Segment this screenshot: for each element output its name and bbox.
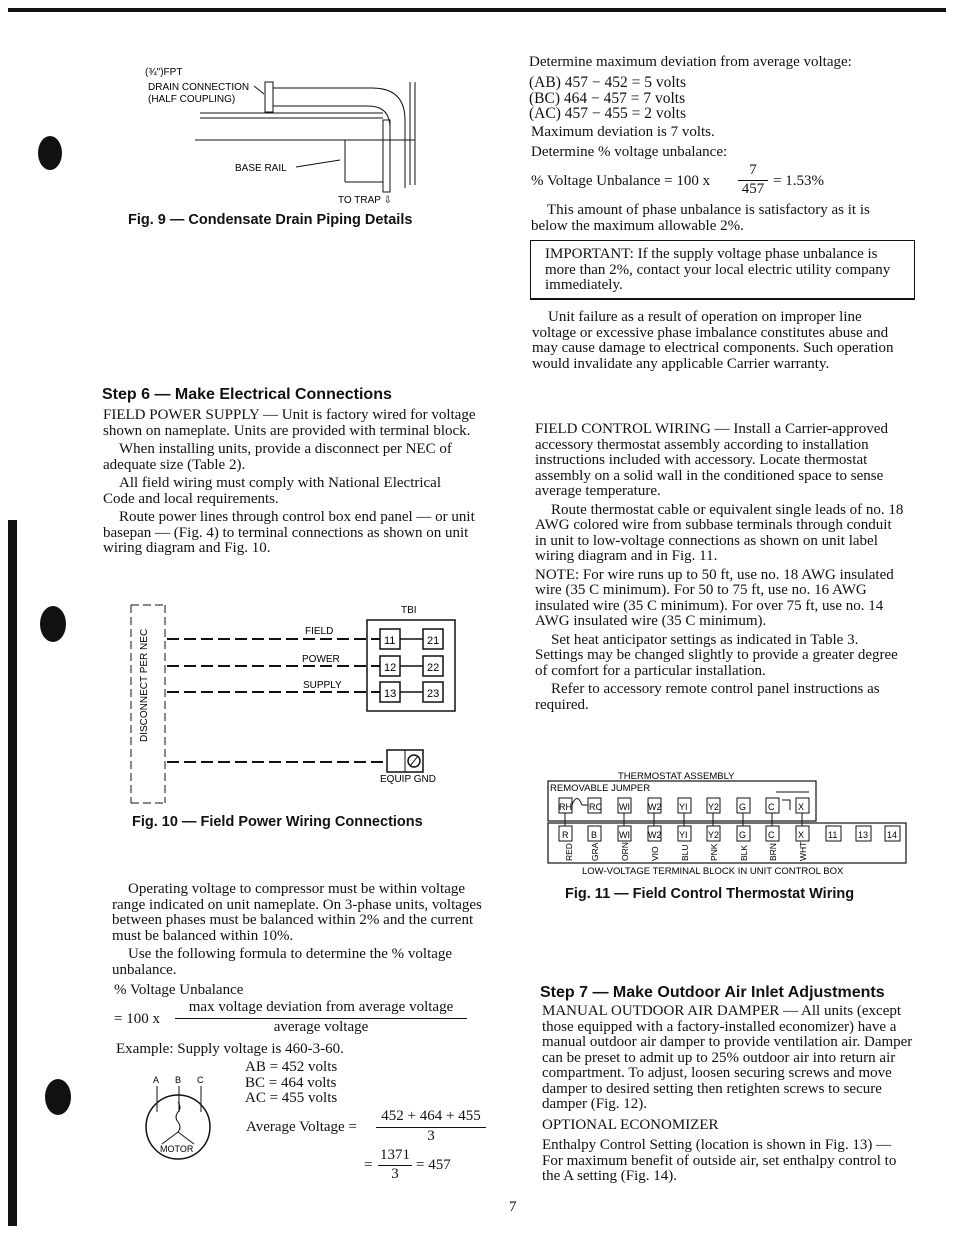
important-notice: IMPORTANT: If the supply voltage phase unbalance is more than 2%, contact your local electric utility company immediately. [545, 246, 891, 293]
deviation-ac: (AC) 457 − 455 = 2 volts [529, 105, 686, 122]
satisfactory-paragraph: This amount of phase unbalance is satisfactory as it is below the maximum allowable 2%. [531, 202, 870, 234]
field-control-lead: FIELD CONTROL WIRING [535, 421, 711, 437]
fig9-fpt-label: (¾")FPT [145, 67, 183, 78]
tb-terminal-22: 22 [427, 662, 440, 674]
binding-bar [8, 520, 17, 1226]
top-rule [8, 8, 946, 12]
block-terminal-g: G [739, 830, 747, 840]
page-number: 7 [509, 1199, 517, 1215]
fig9-base-rail-label: BASE RAIL [235, 163, 287, 174]
top-terminal-x: X [798, 802, 805, 812]
step6-intro-text [103, 408, 476, 557]
voltage-text [112, 882, 485, 978]
field-control-paragraph: — Install a Carrier-approved accessory thermostat assembly according to installation instructions included with accessory. Locate thermostat assembly on a solid wall in the conditioned space to sense average temperature. [535, 421, 888, 499]
block-terminal-y2: Y2 [708, 830, 720, 840]
unbalance-result: = 1.53% [773, 173, 824, 189]
enthalpy-paragraph: Enthalpy Control Setting (location is shown in Fig. 13) — For maximum benefit of outside air, set enthalpy control to the A setting (Fig. 14). [542, 1137, 897, 1184]
reading-ab: AB = 452 volts [245, 1059, 338, 1075]
fig11-block-label: LOW-VOLTAGE TERMINAL BLOCK IN UNIT CONTROL BOX [582, 866, 844, 877]
avg-voltage-label: Average Voltage = [246, 1119, 357, 1135]
manual-damper-paragraph: — All units (except those equipped with a factory-installed economizer) have a manual outdoor air damper to provide ventilation air. Damper can be preset to admit up to 25% outdoor air into return air compartment. To adjust, loosen securing screws and move damper to desired setting then retighten screws to secure damper (Fig. 12). [542, 1003, 913, 1112]
determine-unbalance: Determine % voltage unbalance: [531, 144, 728, 160]
step6-heading: Step 6 — Make Electrical Connections [102, 386, 392, 403]
fig10-field-label: FIELD [305, 626, 334, 637]
unbalance-label: % Voltage Unbalance = 100 x [531, 173, 711, 189]
fig11-jumper-label: REMOVABLE JUMPER [550, 783, 651, 794]
wire-color-gra: GRA [590, 842, 600, 861]
block-terminal-b: B [591, 830, 598, 840]
operating-voltage-paragraph: Operating voltage to compressor must be within voltage range indicated on unit nameplate. On 3-phase units, voltages between phases must be balanced within 2% and the current must be balanced within 10%. [112, 881, 482, 944]
wire-color-blk: BLK [739, 844, 749, 861]
fig10-power-label: POWER [302, 654, 340, 665]
top-terminal-y1: YI [679, 802, 688, 812]
punch-hole [40, 606, 66, 642]
manual-damper-lead: MANUAL OUTDOOR AIR DAMPER [542, 1003, 780, 1019]
tb-terminal-23: 23 [427, 688, 440, 700]
important-box [530, 240, 915, 300]
formula-prefix: = 100 x [114, 1011, 160, 1027]
voltage-readings [245, 1060, 337, 1107]
motor-label: MOTOR [160, 1144, 194, 1154]
formula-intro-paragraph: Use the following formula to determine the % voltage unbalance. [112, 946, 453, 978]
top-terminal-rc: RC [589, 802, 602, 812]
failure-paragraph: Unit failure as a result of operation on improper line voltage or excessive phase imbalance constitutes abuse and may cause damage to electrical components. Such operation would invalidate any applicable Carrier warranty. [532, 309, 894, 372]
block-terminal-y1: YI [679, 830, 688, 840]
fig9-drain-diagram [140, 60, 440, 210]
top-terminal-w1: WI [619, 802, 630, 812]
phase-b-label: B [175, 1075, 182, 1085]
top-terminal-g: G [739, 802, 747, 812]
tb-terminal-12: 12 [384, 662, 397, 674]
avg2-numerator: 1371 [380, 1147, 410, 1163]
step7-text [542, 1004, 914, 1185]
top-terminal-c: C [768, 802, 775, 812]
fig10-caption: Fig. 10 — Field Power Wiring Connections [132, 814, 423, 830]
block-terminal-c: C [768, 830, 775, 840]
fig10-ground-label: EQUIP GND [380, 774, 436, 785]
route-thermostat-paragraph: Route thermostat cable or equivalent single leads of no. 18 AWG colored wire from subbase terminals through conduit in unit to low-voltage connections as shown on unit label wiring diagram and in Fig. 11. [535, 501, 904, 564]
avg-numerator: 452 + 464 + 455 [381, 1108, 481, 1124]
block-terminal-14: 14 [887, 830, 898, 840]
wire-color-orn: ORN [620, 842, 630, 861]
avg2-equals: = [364, 1157, 373, 1173]
route-power-paragraph: Route power lines through control box end panel — or unit basepan — (Fig. 4) to terminal connections as shown on unit wiring diagram and Fig. 10. [103, 509, 475, 556]
wire-color-pnk: PNK [709, 843, 719, 861]
deviation-list [529, 75, 686, 122]
fig10-tb-label: TBI [401, 605, 417, 616]
formula-title: % Voltage Unbalance [114, 982, 244, 998]
punch-hole [38, 136, 62, 170]
heat-anticipator-paragraph: Set heat anticipator settings as indicated in Table 3. Settings may be changed slightly to provide a greater degree of comfort for a particular installation. [535, 631, 898, 679]
tb-terminal-11: 11 [384, 635, 396, 647]
step7-heading: Step 7 — Make Outdoor Air Inlet Adjustments [540, 984, 885, 1001]
wire-color-red: RED [564, 843, 574, 861]
formula-denominator: average voltage [273, 1019, 369, 1035]
top-terminal-y2: Y2 [708, 802, 720, 812]
reading-bc: BC = 464 volts [245, 1074, 337, 1091]
block-terminal-x: X [798, 830, 805, 840]
fig10-wiring-diagram [125, 600, 465, 810]
fig9-drain-label: DRAIN CONNECTION [148, 82, 250, 93]
reading-ac: AC = 455 volts [245, 1090, 338, 1106]
wire-color-blu: BLU [680, 844, 690, 861]
failure-text [532, 310, 904, 372]
block-terminal-11: 11 [828, 830, 838, 840]
punch-hole [45, 1079, 71, 1115]
top-terminal-w2: W2 [648, 802, 662, 812]
unbalance-numerator: 7 [749, 162, 757, 178]
wire-note-paragraph: NOTE: For wire runs up to 50 ft, use no. 18 AWG insulated wire (35 C minimum). For 50 to 75 ft, use no. 16 AWG insulated wire (35 C minimum). For over 75 ft, use no. 14 AWG insulated wire (35 C minimum). [535, 566, 894, 629]
top-terminal-rh: RH [559, 802, 572, 812]
avg2-denominator: 3 [391, 1166, 399, 1182]
motor-diagram [140, 1072, 230, 1164]
avg-denominator: 3 [427, 1128, 435, 1144]
field-power-supply-lead: FIELD POWER SUPPLY [103, 407, 260, 423]
refer-paragraph: Refer to accessory remote control panel instructions as required. [535, 681, 880, 713]
deviation-intro: Determine maximum deviation from average voltage: [529, 54, 852, 70]
block-terminal-w2: W2 [648, 830, 662, 840]
phase-a-label: A [153, 1075, 160, 1085]
max-deviation: Maximum deviation is 7 volts. [531, 124, 715, 140]
fig11-thermostat-diagram [544, 768, 910, 880]
wire-color-brn: BRN [768, 843, 778, 861]
fig10-disconnect-label: DISCONNECT PER NEC [139, 628, 150, 742]
unbalance-denominator: 457 [741, 181, 765, 197]
wire-color-vio: VIO [650, 846, 660, 861]
phase-c-label: C [197, 1075, 204, 1085]
tb-terminal-21: 21 [427, 635, 440, 647]
field-power-supply-text: — Unit is factory wired for voltage shown on nameplate. Units are provided with terminal block. [103, 407, 476, 439]
block-terminal-r: R [562, 830, 569, 840]
disconnect-paragraph: When installing units, provide a disconnect per NEC of adequate size (Table 2). [103, 441, 452, 473]
block-terminal-13: 13 [858, 830, 869, 840]
deviation-ab: (AB) 457 − 452 = 5 volts [529, 74, 686, 91]
deviation-bc: (BC) 464 − 457 = 7 volts [529, 89, 686, 107]
field-control-text [535, 422, 907, 713]
wiring-code-paragraph: All field wiring must comply with National Electrical Code and local requirements. [103, 475, 442, 507]
optional-economizer-subhead: OPTIONAL ECONOMIZER [542, 1116, 719, 1133]
wire-color-wht: WHT [798, 841, 808, 861]
formula-numerator: max voltage deviation from average voltage [188, 999, 454, 1015]
fig9-coupling-label: (HALF COUPLING) [148, 94, 236, 105]
fig9-caption: Fig. 9 — Condensate Drain Piping Details [128, 212, 413, 228]
fig10-supply-label: SUPPLY [303, 680, 342, 691]
satisfactory-text [531, 203, 903, 234]
jumper-wire [572, 799, 588, 806]
block-terminal-w1: WI [619, 830, 630, 840]
fig11-caption: Fig. 11 — Field Control Thermostat Wiring [565, 886, 855, 902]
fig9-trap-label: TO TRAP ⇩ [338, 195, 392, 206]
avg2-result: = 457 [416, 1157, 451, 1173]
fig11-assembly-label: THERMOSTAT ASSEMBLY [618, 771, 735, 782]
bottom-terminal-row [559, 826, 900, 841]
top-terminal-row [559, 798, 809, 813]
example-line: Example: Supply voltage is 460-3-60. [116, 1041, 344, 1057]
tb-terminal-13: 13 [384, 688, 397, 700]
